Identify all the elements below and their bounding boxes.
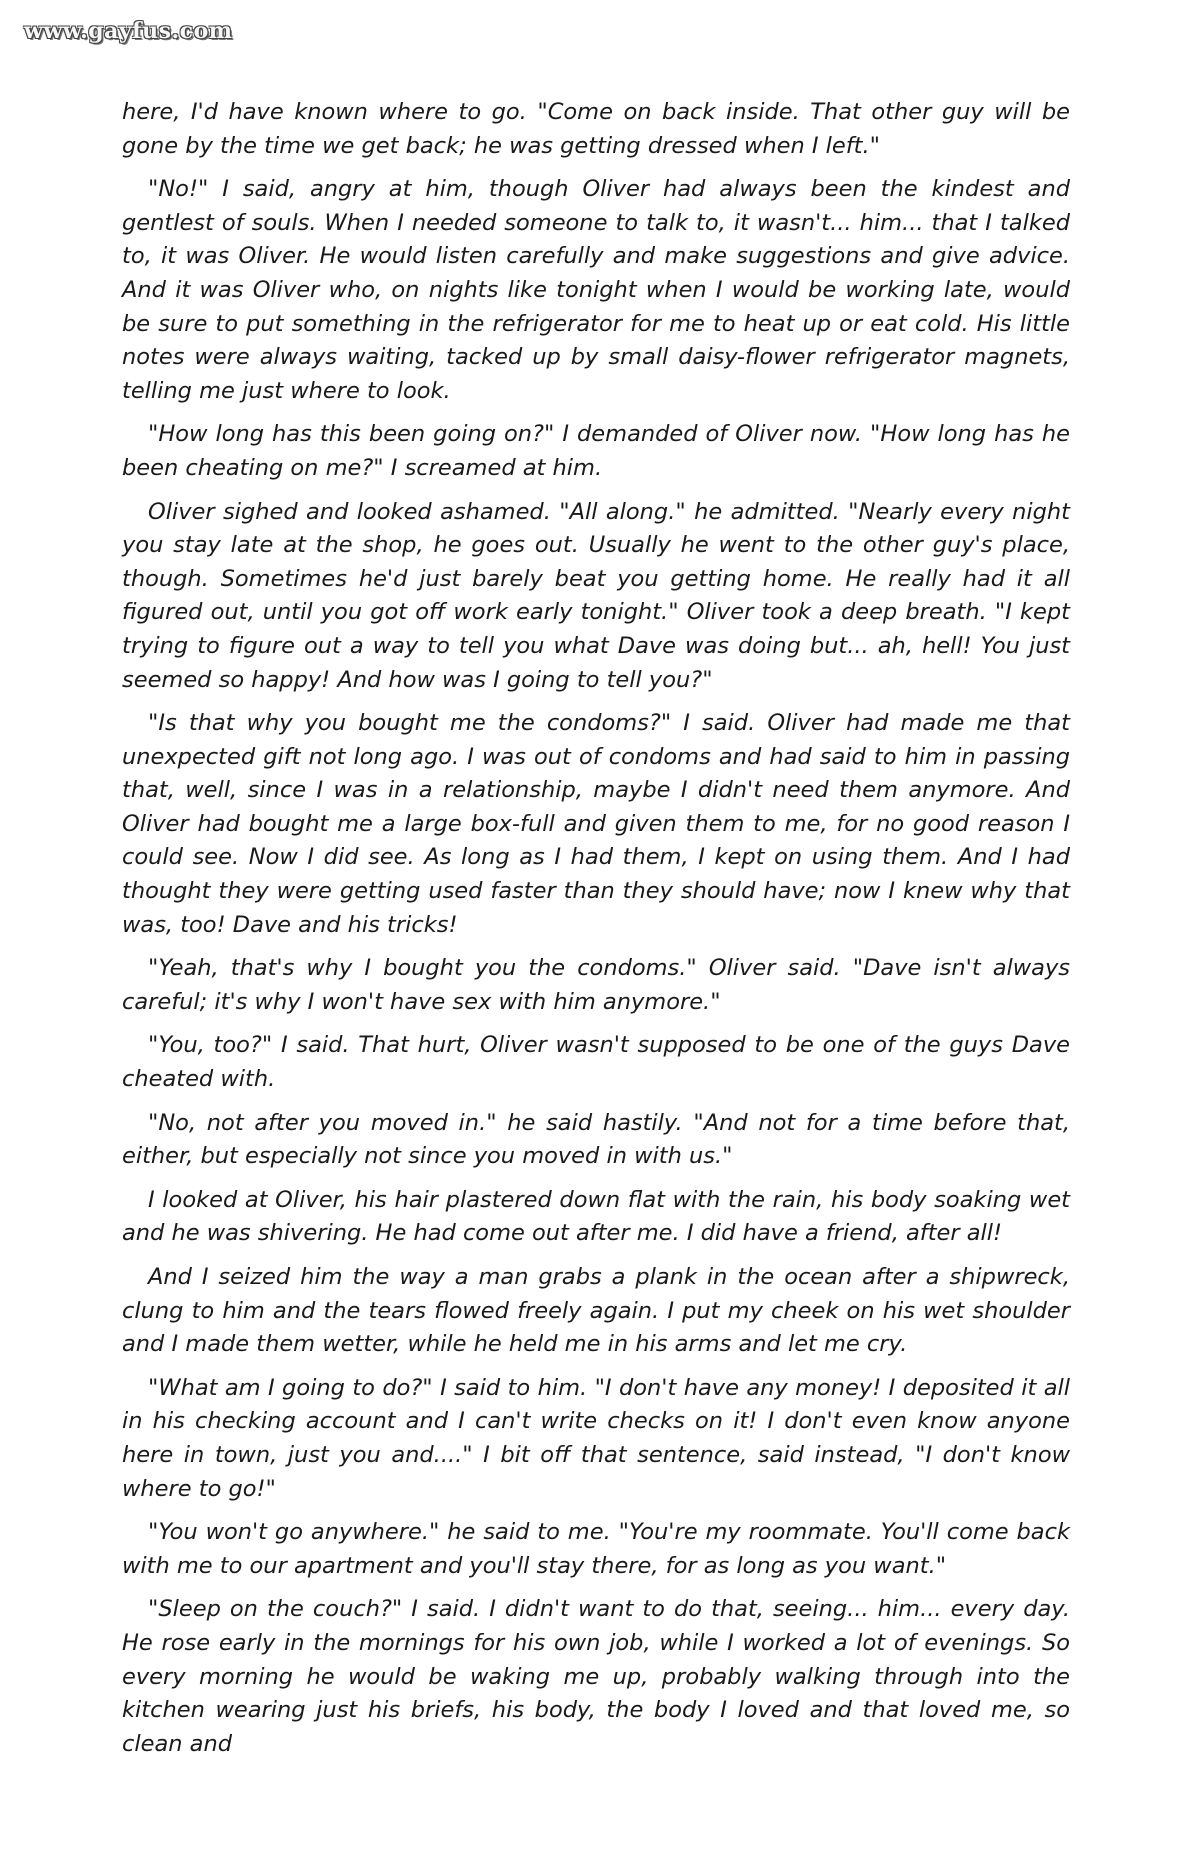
paragraph: here, I'd have known where to go. "Come on back inside. That other guy will be gone by the time we get back; he was getting dressed when I left."	[122, 99, 1070, 159]
paragraph: I looked at Oliver, his hair plastered down flat with the rain, his body soaking wet and he was shivering. He had come out after me. I did have a friend, after all!	[122, 1186, 1070, 1247]
paragraph: "No, not after you moved in." he said hastily. "And not for a time before that, either, but especially not since you moved in with us."	[122, 1109, 1070, 1170]
story-text	[122, 96, 1070, 1771]
paragraph: "How long has this been going on?" I demanded of Oliver now. "How long has he been cheating on me?" I screamed at him.	[122, 421, 1070, 481]
paragraph: "You, too?" I said. That hurt, Oliver wasn't supposed to be one of the guys Dave cheated with.	[122, 1032, 1070, 1093]
paragraph: Oliver sighed and looked ashamed. "All along." he admitted. "Nearly every night you stay late at the shop, he goes out. Usually he went to the other guy's place, though. Sometimes he'd just barely beat you getting home. He really had it all figured out, until you got off work early tonight." Oliver took a deep breath. "I kept trying to figure out a way to tell you what Dave was doing but... ah, hell! You just seemed so happy! And how was I going to tell you?"	[122, 498, 1070, 693]
paragraph: And I seized him the way a man grabs a plank in the ocean after a shipwreck, clung to him and the tears flowed freely again. I put my cheek on his wet shoulder and I made them wetter, while he held me in his arms and let me cry.	[122, 1264, 1070, 1358]
paragraph: "You won't go anywhere." he said to me. "You're my roommate. You'll come back with me to our apartment and you'll stay there, for as long as you want."	[122, 1519, 1070, 1579]
paragraph: "Sleep on the couch?" I said. I didn't want to do that, seeing... him... every day. He rose early in the mornings for his own job, while I worked a lot of evenings. So every morning he would be waking me up, probably walking through into the kitchen wearing just his briefs, his body, the body I loved and that loved me, so clean and	[122, 1596, 1070, 1757]
paragraph: "What am I going to do?" I said to him. "I don't have any money! I deposited it all in his checking account and I can't write checks on it! I don't even know anyone here in town, just you and...." I bit off that sentence, said instead, "I don't know where to go!"	[122, 1374, 1070, 1502]
paragraph: "Is that why you bought me the condoms?" I said. Oliver had made me that unexpected gift not long ago. I was out of condoms and had said to him in passing that, well, since I was in a relationship, maybe I didn't need them anymore. And Oliver had bought me a large box-full and given them to me, for no good reason I could see. Now I did see. As long as I had them, I kept on using them. And I had thought they were getting used faster than they should have; now I knew why that was, too! Dave and his tricks!	[122, 710, 1070, 938]
paragraph: "Yeah, that's why I bought you the condoms." Oliver said. "Dave isn't always careful; it's why I won't have sex with him anymore."	[122, 955, 1070, 1015]
site-watermark: www.gayfus.com	[24, 18, 233, 44]
paragraph: "No!" I said, angry at him, though Oliver had always been the kindest and gentlest of souls. When I needed someone to talk to, it wasn't... him... that I talked to, it was Oliver. He would listen carefully and make suggestions and give advice. And it was Oliver who, on nights like tonight when I would be working late, would be sure to put something in the refrigerator for me to heat up or eat cold. His little notes were always waiting, tacked up by small daisy-flower refrigerator magnets, telling me just where to look.	[122, 176, 1070, 404]
